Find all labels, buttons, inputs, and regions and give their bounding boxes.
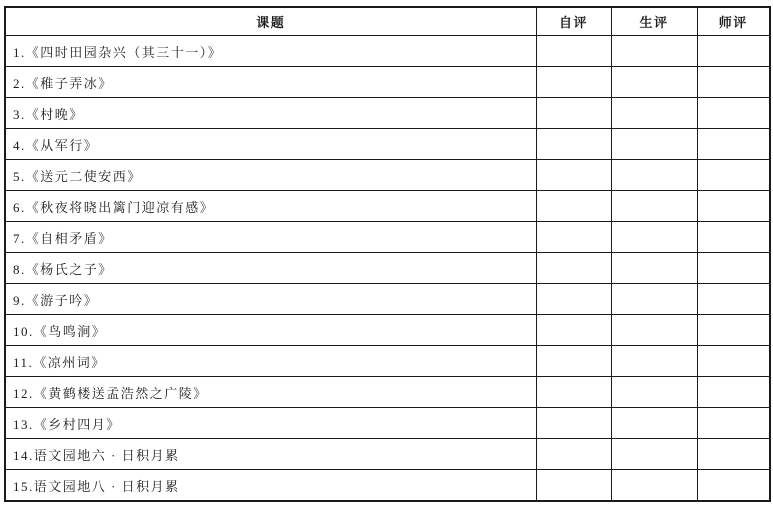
table-row — [5, 439, 770, 470]
topic-cell: 11.《凉州词》 — [5, 346, 536, 377]
teacher-eval-cell — [697, 315, 770, 346]
topic-cell: 12.《黄鹤楼送孟浩然之广陵》 — [5, 377, 536, 408]
table-row — [5, 253, 770, 284]
self-eval-cell — [536, 67, 611, 98]
peer-eval-cell — [611, 129, 697, 160]
self-eval-cell — [536, 346, 611, 377]
peer-eval-cell — [611, 439, 697, 470]
teacher-eval-cell — [697, 160, 770, 191]
self-eval-cell — [536, 129, 611, 160]
table-row — [5, 284, 770, 315]
peer-eval-cell — [611, 222, 697, 253]
self-eval-cell — [536, 377, 611, 408]
topic-cell: 15.语文园地八 · 日积月累 — [5, 470, 536, 502]
self-eval-cell — [536, 253, 611, 284]
table-row — [5, 315, 770, 346]
topic-cell: 2.《稚子弄冰》 — [5, 67, 536, 98]
peer-eval-cell — [611, 98, 697, 129]
teacher-eval-cell — [697, 222, 770, 253]
teacher-eval-cell — [697, 346, 770, 377]
peer-eval-cell — [611, 470, 697, 502]
topic-cell: 4.《从军行》 — [5, 129, 536, 160]
peer-eval-cell — [611, 408, 697, 439]
topic-cell: 6.《秋夜将晓出篱门迎凉有感》 — [5, 191, 536, 222]
teacher-eval-cell — [697, 191, 770, 222]
column-header-topic: 课题 — [5, 7, 536, 36]
self-eval-cell — [536, 160, 611, 191]
self-eval-cell — [536, 36, 611, 67]
peer-eval-cell — [611, 253, 697, 284]
teacher-eval-cell — [697, 253, 770, 284]
peer-eval-cell — [611, 315, 697, 346]
teacher-eval-cell — [697, 408, 770, 439]
peer-eval-cell — [611, 346, 697, 377]
topic-cell: 5.《送元二使安西》 — [5, 160, 536, 191]
self-eval-cell — [536, 284, 611, 315]
teacher-eval-cell — [697, 98, 770, 129]
teacher-eval-cell — [697, 470, 770, 502]
self-eval-cell — [536, 315, 611, 346]
self-eval-cell — [536, 439, 611, 470]
table-row — [5, 377, 770, 408]
self-eval-cell — [536, 408, 611, 439]
teacher-eval-cell — [697, 284, 770, 315]
table-row — [5, 129, 770, 160]
column-header-teacher-eval: 师评 — [697, 7, 770, 36]
peer-eval-cell — [611, 36, 697, 67]
peer-eval-cell — [611, 377, 697, 408]
self-eval-cell — [536, 470, 611, 502]
evaluation-table — [4, 6, 771, 502]
table-row — [5, 346, 770, 377]
teacher-eval-cell — [697, 377, 770, 408]
topic-cell: 9.《游子吟》 — [5, 284, 536, 315]
self-eval-cell — [536, 98, 611, 129]
topic-cell: 13.《乡村四月》 — [5, 408, 536, 439]
table-row — [5, 67, 770, 98]
teacher-eval-cell — [697, 439, 770, 470]
column-header-peer-eval: 生评 — [611, 7, 697, 36]
teacher-eval-cell — [697, 36, 770, 67]
table-row — [5, 470, 770, 502]
header-row — [5, 7, 770, 36]
table-row — [5, 222, 770, 253]
topic-cell: 7.《自相矛盾》 — [5, 222, 536, 253]
topic-cell: 1.《四时田园杂兴（其三十一）》 — [5, 36, 536, 67]
peer-eval-cell — [611, 67, 697, 98]
topic-cell: 3.《村晚》 — [5, 98, 536, 129]
table-row — [5, 408, 770, 439]
column-header-self-eval: 自评 — [536, 7, 611, 36]
topic-cell: 10.《鸟鸣涧》 — [5, 315, 536, 346]
peer-eval-cell — [611, 284, 697, 315]
self-eval-cell — [536, 191, 611, 222]
peer-eval-cell — [611, 160, 697, 191]
teacher-eval-cell — [697, 129, 770, 160]
table-row — [5, 191, 770, 222]
table-row — [5, 160, 770, 191]
teacher-eval-cell — [697, 67, 770, 98]
table-row — [5, 98, 770, 129]
self-eval-cell — [536, 222, 611, 253]
topic-cell: 8.《杨氏之子》 — [5, 253, 536, 284]
peer-eval-cell — [611, 191, 697, 222]
table-row — [5, 36, 770, 67]
topic-cell: 14.语文园地六 · 日积月累 — [5, 439, 536, 470]
